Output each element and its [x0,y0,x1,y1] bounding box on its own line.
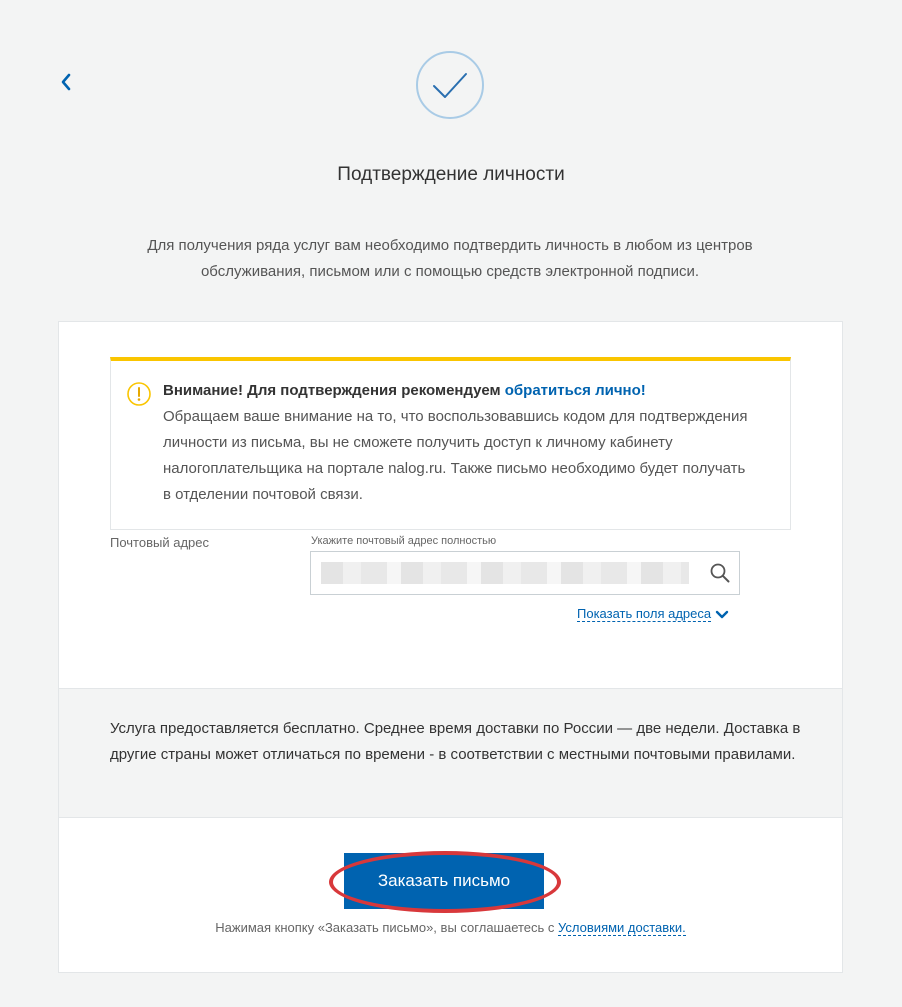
show-address-fields-label: Показать поля адреса [577,606,712,621]
delivery-terms-link[interactable]: Условиями доставки. [558,920,686,935]
address-label: Почтовый адрес [110,535,209,550]
chevron-left-icon [56,70,76,94]
back-button[interactable] [56,70,76,94]
page-title: Подтверждение личности [337,164,565,185]
exclamation-icon [127,382,151,406]
delivery-info-text: Услуга предоставляется бесплатно. Среднее время доставки по России — две недели. Доставка в другие страны может отличаться по времени - в соответствии с местными почтовыми правилами. [110,720,801,763]
warning-lead: Внимание! Для подтверждения рекомендуем [163,382,505,399]
card-top-section [59,322,842,688]
order-letter-button[interactable]: Заказать письмо [344,853,544,909]
address-input[interactable] [311,552,701,594]
warning-body: Обращаем ваше внимание на то, что воспользовавшись кодом для подтверждения личности из письма, вы не сможете получить доступ к личному кабинету налогоплательщика на портале nalog.ru. Также письмо необходимо будет получать в отделении почтовой связи. [163,408,748,503]
search-icon[interactable] [709,562,731,584]
warning-text [163,378,753,508]
show-address-fields-link[interactable] [577,606,729,621]
warning-box [110,357,791,530]
address-hint: Укажите почтовый адрес полностью [311,535,497,547]
intro-text: Для получения ряда услуг вам необходимо подтвердить личность в любом из центров обслуживания, письмом или с помощью средств электронной подписи. [147,237,753,280]
chevron-down-icon [715,610,729,620]
status-circle [416,51,484,119]
check-icon [418,53,482,117]
visit-in-person-link[interactable]: обратиться лично! [504,382,646,399]
agreement-text [59,920,842,935]
address-field[interactable] [310,551,740,595]
delivery-info-section [59,688,842,818]
agreement-prefix: Нажимая кнопку «Заказать письмо», вы соглашаетесь с [215,920,559,935]
card-footer-section [59,818,842,972]
main-card [58,321,843,973]
